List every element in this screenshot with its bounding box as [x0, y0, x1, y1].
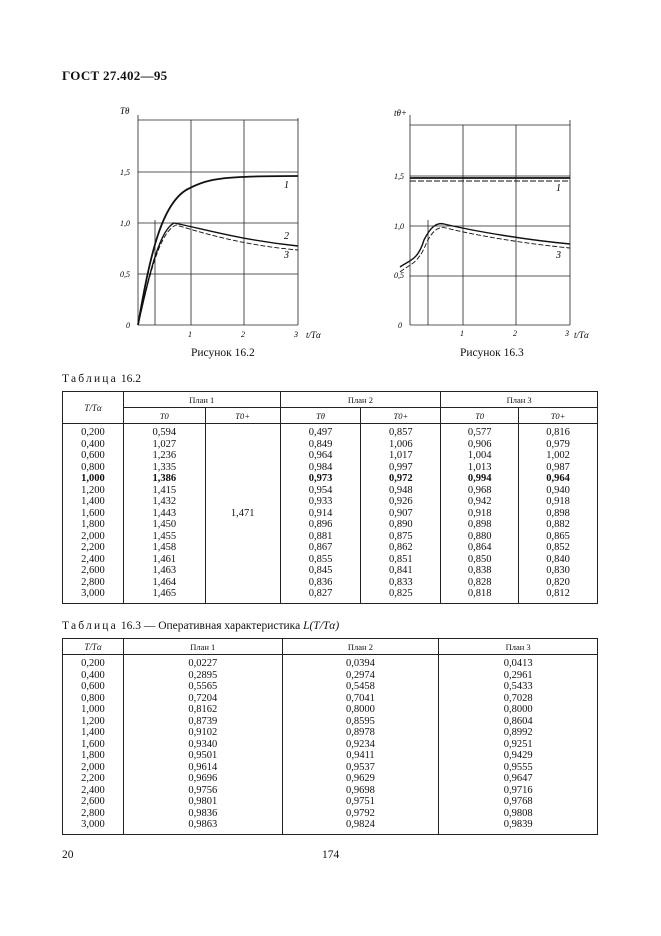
table-cell: 1,004 — [467, 450, 492, 461]
table-cell: 0,845 — [308, 565, 333, 576]
table-cell: 0,8162 — [188, 704, 218, 715]
table-cell: 1,600 — [81, 507, 105, 519]
table-cell: 1,027 — [152, 438, 177, 450]
table-cell: 0,9102 — [188, 727, 218, 738]
table-cell: 1,464 — [152, 576, 177, 588]
fig1-curve-label-1: 1 — [284, 180, 289, 191]
table-cell: 0,9647 — [503, 773, 533, 784]
table-cell: 1,013 — [467, 461, 492, 473]
table-cell: 0,840 — [546, 553, 570, 565]
table-cell: 0,8000 — [503, 704, 533, 715]
table-cell: 0,972 — [389, 473, 413, 484]
table-cell: 2,400 — [81, 553, 105, 565]
table-cell: 1,400 — [81, 496, 105, 507]
fig1-xtick-3: 3 — [294, 330, 298, 339]
table-cell: 0,2961 — [503, 669, 533, 681]
table-cell: 2,600 — [81, 565, 105, 576]
table-cell: 0,7204 — [188, 692, 218, 704]
t2-col-p2 — [282, 655, 439, 835]
t2-plan3-header: План 3 — [439, 639, 598, 655]
table-cell: 0,880 — [467, 530, 492, 542]
table-cell: 0,0394 — [346, 658, 375, 669]
table-cell: 1,000 — [81, 473, 105, 484]
t1-sub-p2-t: Tθ — [280, 408, 361, 424]
table-cell: 0,898 — [546, 507, 570, 519]
table-cell: 1,800 — [81, 750, 105, 761]
table-cell: 0,852 — [546, 542, 570, 553]
table-cell: 0,9629 — [346, 773, 375, 784]
fig1-x-label: t/Tα — [306, 330, 321, 340]
table-cell: 0,973 — [308, 473, 333, 484]
table-cell: 2,000 — [81, 530, 105, 542]
table-cell: 0,9839 — [503, 819, 533, 830]
table-cell: 0,497 — [308, 427, 333, 438]
fig1-curve-1 — [138, 176, 298, 325]
figure-16-2 — [110, 100, 335, 345]
table-cell: 0,926 — [389, 496, 413, 507]
table-cell: 1,200 — [81, 715, 105, 727]
table-cell: 0,9808 — [503, 807, 533, 819]
fig1-y-label: Tθ — [120, 106, 130, 116]
fig1-curve-label-2: 2 — [284, 231, 289, 242]
t2-col-x — [63, 655, 124, 835]
table-cell: 1,400 — [81, 727, 105, 738]
t1-sub-p3-t: T0 — [441, 408, 519, 424]
table-cell: 1,450 — [152, 519, 177, 530]
table-cell: 0,828 — [467, 576, 492, 588]
table-cell: 0,875 — [389, 530, 413, 542]
table-cell: 0,9768 — [503, 796, 533, 807]
table-cell: 0,851 — [389, 553, 413, 565]
table-cell: 0,820 — [546, 576, 570, 588]
t1-col-p2-t — [280, 424, 361, 604]
table-cell: 0,9251 — [503, 738, 533, 750]
page-number-center: 174 — [322, 849, 340, 861]
table-cell: 0,9792 — [346, 807, 375, 819]
table-cell: 0,896 — [308, 519, 333, 530]
t1-sub-p2-tp: T0+ — [361, 408, 441, 424]
fig2-ytick-2: 1,0 — [394, 222, 404, 231]
table-cell: 2,000 — [81, 761, 105, 773]
table-cell: 1,236 — [152, 450, 177, 461]
fig2-xtick-3: 3 — [565, 329, 569, 338]
fig2-ytick-3: 1,5 — [394, 172, 404, 181]
table-cell: 0,864 — [467, 542, 492, 553]
t1-plan3-header: План 3 — [441, 392, 598, 408]
table-cell: 1,432 — [152, 496, 177, 507]
table-cell: 2,800 — [81, 576, 105, 588]
table-cell: 0,9801 — [188, 796, 218, 807]
t1-sub-p1-t: T0 — [123, 408, 205, 424]
table-cell: 0,9824 — [346, 819, 375, 830]
t1-plan1-header: План 1 — [123, 392, 280, 408]
table-cell: 0,987 — [546, 461, 570, 473]
table-cell: 3,000 — [81, 819, 105, 830]
table-cell: 0,5433 — [503, 681, 533, 692]
table-cell: 0,600 — [81, 681, 105, 692]
table-cell: 2,400 — [81, 784, 105, 796]
table-cell: 1,800 — [81, 519, 105, 530]
table-cell: 0,954 — [308, 484, 333, 496]
fig1-xtick-2: 2 — [241, 330, 245, 339]
t1-col-x — [63, 424, 124, 604]
fig2-xtick-1: 1 — [460, 329, 464, 338]
t2-col-p1 — [123, 655, 282, 835]
fig1-ytick-2: 1,0 — [120, 219, 130, 228]
fig2-curve-label-1: 1 — [556, 183, 561, 194]
table-cell: 0,5458 — [346, 681, 375, 692]
table-cell: 0,816 — [546, 427, 570, 438]
table-cell: 0,898 — [467, 519, 492, 530]
fig2-xtick-2: 2 — [513, 329, 517, 338]
table-cell: 0,9411 — [346, 750, 375, 761]
table-cell: 0,906 — [467, 438, 492, 450]
figure-16-2-caption: Рисунок 16.2 — [191, 347, 255, 359]
table-cell: 0,841 — [389, 565, 413, 576]
table-cell: 0,8739 — [188, 715, 218, 727]
table-cell: 0,577 — [467, 427, 492, 438]
table-cell: 0,968 — [467, 484, 492, 496]
t1-plan2-header: План 2 — [280, 392, 441, 408]
table-cell: 0,918 — [546, 496, 570, 507]
table-cell: 0,2895 — [188, 669, 218, 681]
table-cell: 2,200 — [81, 542, 105, 553]
table-cell: 1,017 — [389, 450, 413, 461]
t1-col-p3-t — [441, 424, 519, 604]
table-cell: 0,8000 — [346, 704, 375, 715]
table-cell: 0,9698 — [346, 784, 375, 796]
table-cell: 0,857 — [389, 427, 413, 438]
table-cell: 0,9696 — [188, 773, 218, 784]
t1-col-p1-tp: 1,471 — [205, 424, 280, 604]
table-cell: 0,9429 — [503, 750, 533, 761]
table-cell: 1,455 — [152, 530, 177, 542]
fig1-ytick-0: 0 — [126, 321, 130, 330]
table-cell: 0,867 — [308, 542, 333, 553]
table-cell: 0,9836 — [188, 807, 218, 819]
document-header: ГОСТ 27.402—95 — [62, 68, 168, 83]
table-cell: 0,907 — [389, 507, 413, 519]
table-cell: 0,933 — [308, 496, 333, 507]
table-cell: 0,855 — [308, 553, 333, 565]
table-cell: 0,9751 — [346, 796, 375, 807]
table-cell: 0,964 — [546, 473, 570, 484]
table-cell: 0,948 — [389, 484, 413, 496]
table-cell: 0,849 — [308, 438, 333, 450]
table-16-3 — [62, 638, 598, 835]
table-cell: 0,914 — [308, 507, 333, 519]
table-cell: 0,882 — [546, 519, 570, 530]
table-cell: 1,461 — [152, 553, 177, 565]
table-cell: 0,997 — [389, 461, 413, 473]
fig2-y-label: tθ+ — [394, 108, 407, 118]
table-cell: 0,200 — [81, 427, 105, 438]
table-cell: 0,9716 — [503, 784, 533, 796]
table-cell: 0,964 — [308, 450, 333, 461]
table-cell: 0,881 — [308, 530, 333, 542]
table-cell: 0,8978 — [346, 727, 375, 738]
table-cell: 2,600 — [81, 796, 105, 807]
table-cell: 0,8992 — [503, 727, 533, 738]
table-cell: 0,594 — [152, 427, 177, 438]
table-cell: 0,9756 — [188, 784, 218, 796]
table-cell: 0,800 — [81, 461, 105, 473]
table-cell: 2,800 — [81, 807, 105, 819]
table-16-2 — [62, 391, 598, 604]
table-cell: 0,9863 — [188, 819, 218, 830]
table-cell: 1,415 — [152, 484, 177, 496]
t1-sub-p1-tp: T0+ — [205, 408, 280, 424]
table-cell: 1,000 — [81, 704, 105, 715]
table-cell: 0,838 — [467, 565, 492, 576]
table-cell: 0,2974 — [346, 669, 375, 681]
table-cell: 0,984 — [308, 461, 333, 473]
fig2-x-label: t/Tα — [574, 330, 589, 340]
table-cell: 1,335 — [152, 461, 177, 473]
table-cell: 0,400 — [81, 669, 105, 681]
fig1-ytick-3: 1,5 — [120, 168, 130, 177]
table-cell: 0,890 — [389, 519, 413, 530]
table-cell: 1,443 — [152, 507, 177, 519]
table-cell: 0,800 — [81, 692, 105, 704]
table-cell: 0,827 — [308, 588, 333, 599]
table-cell: 0,836 — [308, 576, 333, 588]
t2-col-x-header: T/Tα — [63, 639, 124, 655]
table-cell: 2,200 — [81, 773, 105, 784]
table-cell: 0,979 — [546, 438, 570, 450]
table-cell: 0,812 — [546, 588, 570, 599]
t2-col-p3 — [439, 655, 598, 835]
table-cell: 0,994 — [467, 473, 492, 484]
table-cell: 0,818 — [467, 588, 492, 599]
table-cell: 0,8595 — [346, 715, 375, 727]
table-cell: 0,7041 — [346, 692, 375, 704]
table-cell: 0,918 — [467, 507, 492, 519]
page-number-left: 20 — [62, 849, 74, 861]
fig1-curve-label-3: 3 — [284, 250, 289, 261]
t2-plan1-header: План 1 — [123, 639, 282, 655]
table-cell: 0,862 — [389, 542, 413, 553]
table-cell: 0,9614 — [188, 761, 218, 773]
table-16-3-title: Таблица 16.3 — Оперативная характеристика L(T/Tα) — [62, 620, 340, 632]
table-cell: 1,006 — [389, 438, 413, 450]
table-cell: 1,458 — [152, 542, 177, 553]
table-cell: 0,9340 — [188, 738, 218, 750]
table-cell: 1,600 — [81, 738, 105, 750]
table-cell: 0,9501 — [188, 750, 218, 761]
table-cell: 0,825 — [389, 588, 413, 599]
fig2-ytick-1: 0,5 — [394, 271, 404, 280]
fig2-curve-label-3: 3 — [556, 250, 561, 261]
table-cell: 0,5565 — [188, 681, 218, 692]
fig1-ytick-1: 0,5 — [120, 270, 130, 279]
table-cell: 0,830 — [546, 565, 570, 576]
t1-col-p1-t — [123, 424, 205, 604]
table-cell: 0,9555 — [503, 761, 533, 773]
table-cell: 0,600 — [81, 450, 105, 461]
table-cell: 0,0413 — [503, 658, 533, 669]
table-cell: 1,465 — [152, 588, 177, 599]
figure-16-3-caption: Рисунок 16.3 — [460, 347, 524, 359]
table-cell: 1,386 — [152, 473, 177, 484]
table-cell: 0,0227 — [188, 658, 218, 669]
table-cell: 0,8604 — [503, 715, 533, 727]
t2-plan2-header: План 2 — [282, 639, 439, 655]
table-cell: 0,9537 — [346, 761, 375, 773]
table-cell: 0,940 — [546, 484, 570, 496]
table-cell: 0,865 — [546, 530, 570, 542]
fig1-xtick-1: 1 — [188, 330, 192, 339]
table-16-2-title: Таблица 16.2 — [62, 373, 141, 385]
t1-col-p3-tp — [519, 424, 598, 604]
table-cell: 1,200 — [81, 484, 105, 496]
figure-16-3 — [378, 100, 603, 345]
table-cell: 0,200 — [81, 658, 105, 669]
table-cell: 0,833 — [389, 576, 413, 588]
fig2-ytick-0: 0 — [398, 321, 402, 330]
t1-col-p2-tp — [361, 424, 441, 604]
table-cell: 0,7028 — [503, 692, 533, 704]
table-cell: 0,850 — [467, 553, 492, 565]
t1-col-x-header: T/Tα — [63, 392, 124, 424]
table-cell: 0,400 — [81, 438, 105, 450]
table-cell: 3,000 — [81, 588, 105, 599]
table-cell: 1,463 — [152, 565, 177, 576]
fig2-curve-3 — [400, 228, 570, 272]
t1-sub-p3-tp: T0+ — [519, 408, 598, 424]
table-cell: 0,9234 — [346, 738, 375, 750]
table-cell: 0,942 — [467, 496, 492, 507]
table-cell: 1,002 — [546, 450, 570, 461]
